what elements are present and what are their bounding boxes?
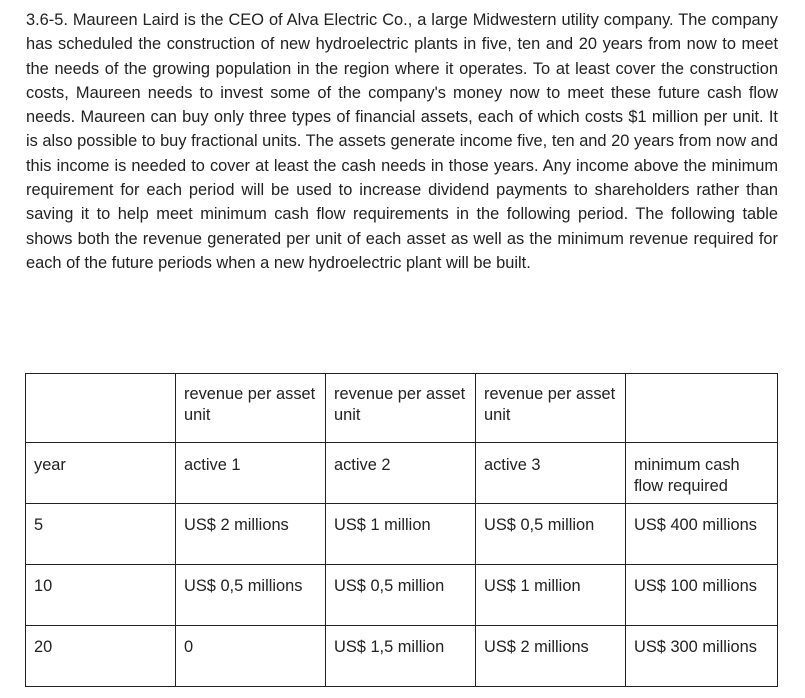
column-label-active-3: active 3 [476,443,626,504]
cell-active-1: US$ 2 millions [176,504,326,565]
cell-active-1: 0 [176,626,326,687]
header-cell-empty-2 [626,374,778,443]
cell-min-cash-flow: US$ 100 millions [626,565,778,626]
header-cell-empty [26,374,176,443]
revenue-table [25,373,778,687]
cell-min-cash-flow: US$ 400 millions [626,504,778,565]
table-row [26,565,778,626]
header-cell-asset3: revenue per asset unit [476,374,626,443]
cell-active-3: US$ 0,5 million [476,504,626,565]
cell-active-2: US$ 0,5 million [326,565,476,626]
table-columns-row [26,443,778,504]
table-header-row [26,374,778,443]
problem-statement: 3.6-5. Maureen Laird is the CEO of Alva Electric Co., a large Midwestern utility company. The company has scheduled the construction of new hydroelectric plants in five, ten and 20 years from now to meet the needs of the growing population in the region where it operates. To at least cover the construction costs, Maureen needs to invest some of the company's money now to meet these future cash flow needs. Maureen can buy only three types of financial assets, each of which costs $1 million per unit. It is also possible to buy fractional units. The assets generate income five, ten and 20 years from now and this income is needed to cover at least the cash needs in those years. Any income above the minimum requirement for each period will be used to increase dividend payments to shareholders rather than saving it to help meet minimum cash flow requirements in the following period. The following table shows both the revenue generated per unit of each asset as well as the minimum revenue required for each of the future periods when a new hydroelectric plant will be built. [26,11,778,272]
column-label-year: year [26,443,176,504]
cell-year: 5 [26,504,176,565]
cell-year: 20 [26,626,176,687]
cell-active-2: US$ 1 million [326,504,476,565]
table-row [26,504,778,565]
cell-active-1: US$ 0,5 millions [176,565,326,626]
cell-active-3: US$ 1 million [476,565,626,626]
cell-min-cash-flow: US$ 300 millions [626,626,778,687]
column-label-active-2: active 2 [326,443,476,504]
cell-active-2: US$ 1,5 million [326,626,476,687]
table-row [26,626,778,687]
cell-year: 10 [26,565,176,626]
column-label-active-1: active 1 [176,443,326,504]
header-cell-asset2: revenue per asset unit [326,374,476,443]
cell-active-3: US$ 2 millions [476,626,626,687]
header-cell-asset1: revenue per asset unit [176,374,326,443]
column-label-min-cash-flow: minimum cash flow required [626,443,778,504]
